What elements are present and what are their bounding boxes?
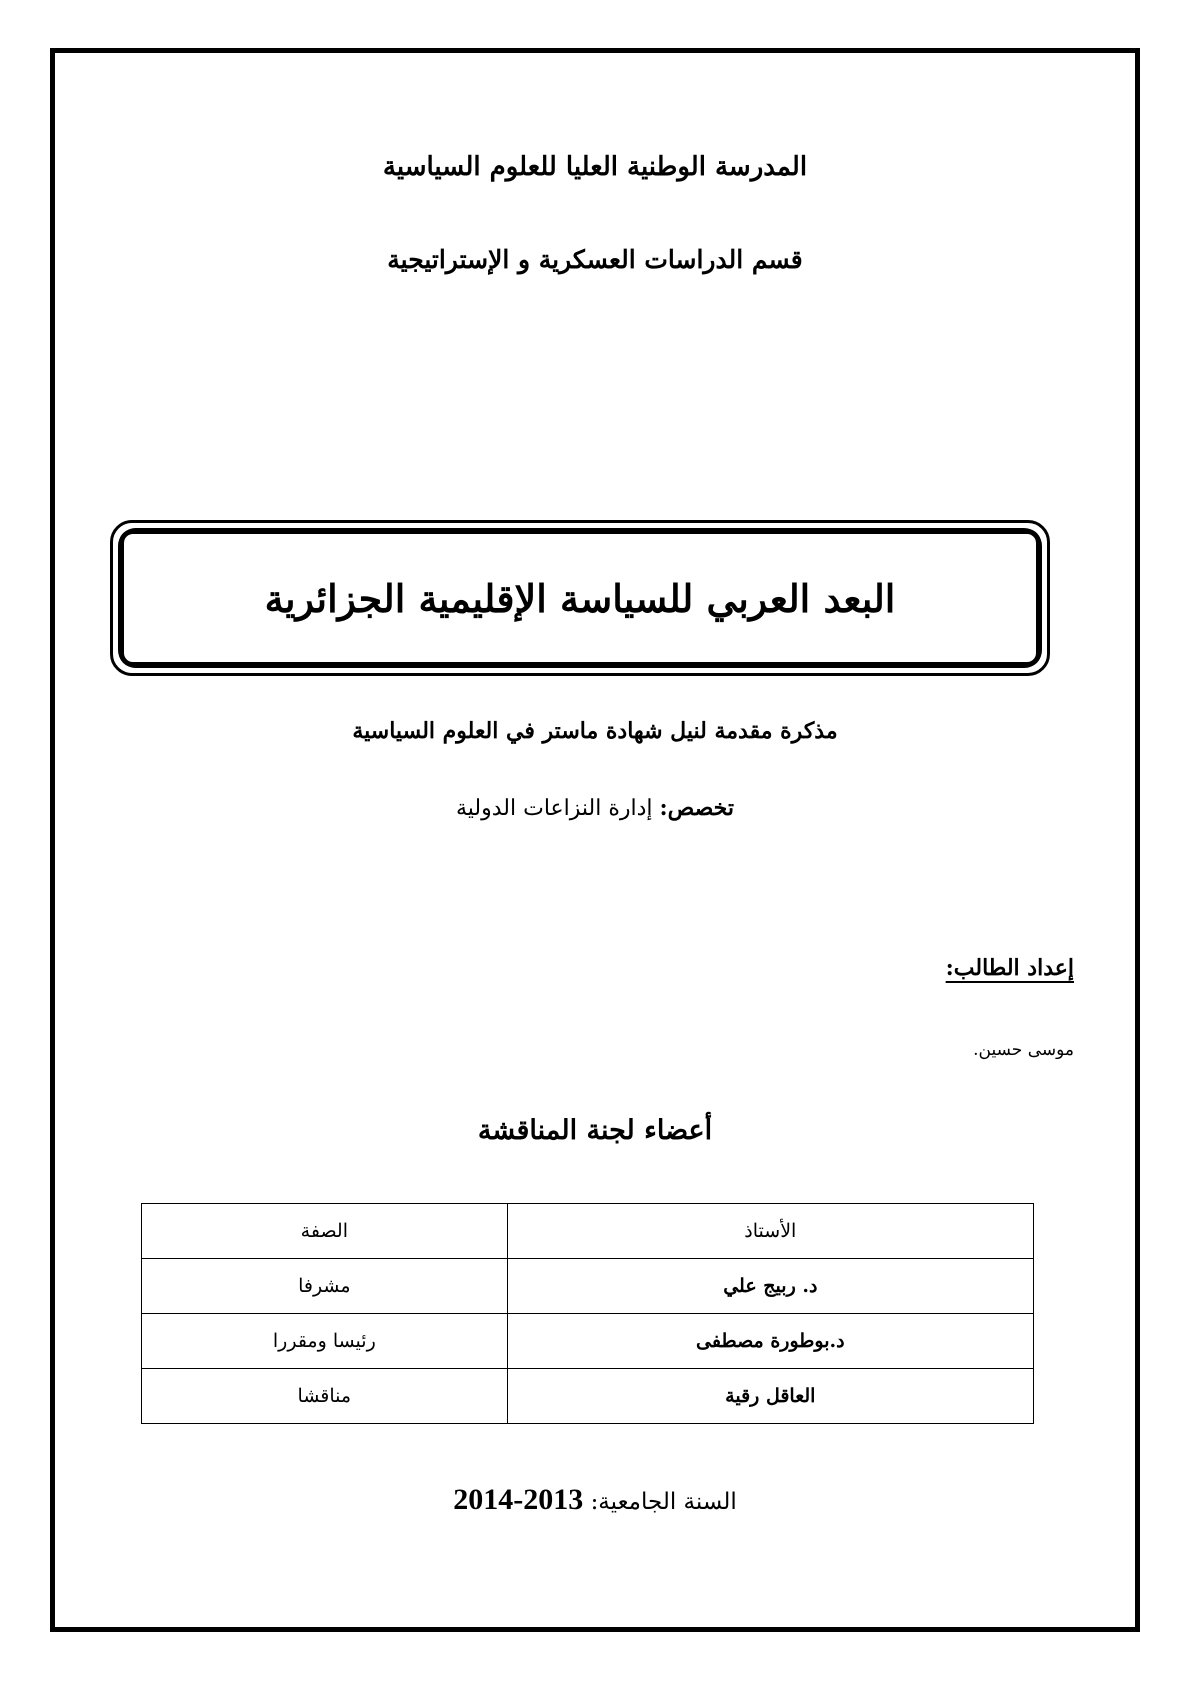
school-name: المدرسة الوطنية العليا للعلوم السياسية xyxy=(382,152,808,182)
committee-heading: أعضاء لجنة المناقشة xyxy=(477,1115,713,1146)
table-row xyxy=(142,1369,1034,1424)
title-frame xyxy=(110,520,1050,676)
professor-role: مشرفا xyxy=(142,1259,508,1314)
specialty-value: إدارة النزاعات الدولية xyxy=(455,796,653,821)
professor-role: مناقشا xyxy=(142,1369,508,1424)
student-name: موسى حسين. xyxy=(973,1040,1074,1060)
column-header-professor: الأستاذ xyxy=(507,1204,1033,1259)
table-header-row xyxy=(142,1204,1034,1259)
committee-table xyxy=(141,1203,1034,1424)
academic-year-value: 2014-2013 xyxy=(453,1483,584,1516)
thesis-subtitle: مذكرة مقدمة لنيل شهادة ماستر في العلوم السياسية xyxy=(352,718,838,744)
academic-year-label: السنة الجامعية: xyxy=(590,1489,737,1515)
thesis-title: البعد العربي للسياسة الإقليمية الجزائرية xyxy=(264,575,896,621)
specialty-line xyxy=(50,795,1140,821)
professor-name: العاقل رقية xyxy=(507,1369,1033,1424)
professor-name: د. ربيج علي xyxy=(507,1259,1033,1314)
prepared-by-label: إعداد الطالب: xyxy=(945,955,1074,981)
professor-name: د.بوطورة مصطفى xyxy=(507,1314,1033,1369)
table-row xyxy=(142,1314,1034,1369)
table-row xyxy=(142,1259,1034,1314)
professor-role: رئيسا ومقررا xyxy=(142,1314,508,1369)
academic-year-line xyxy=(50,1483,1140,1517)
column-header-role: الصفة xyxy=(142,1204,508,1259)
specialty-label: تخصص: xyxy=(659,795,734,821)
department-name: قسم الدراسات العسكرية و الإستراتيجية xyxy=(387,245,803,274)
